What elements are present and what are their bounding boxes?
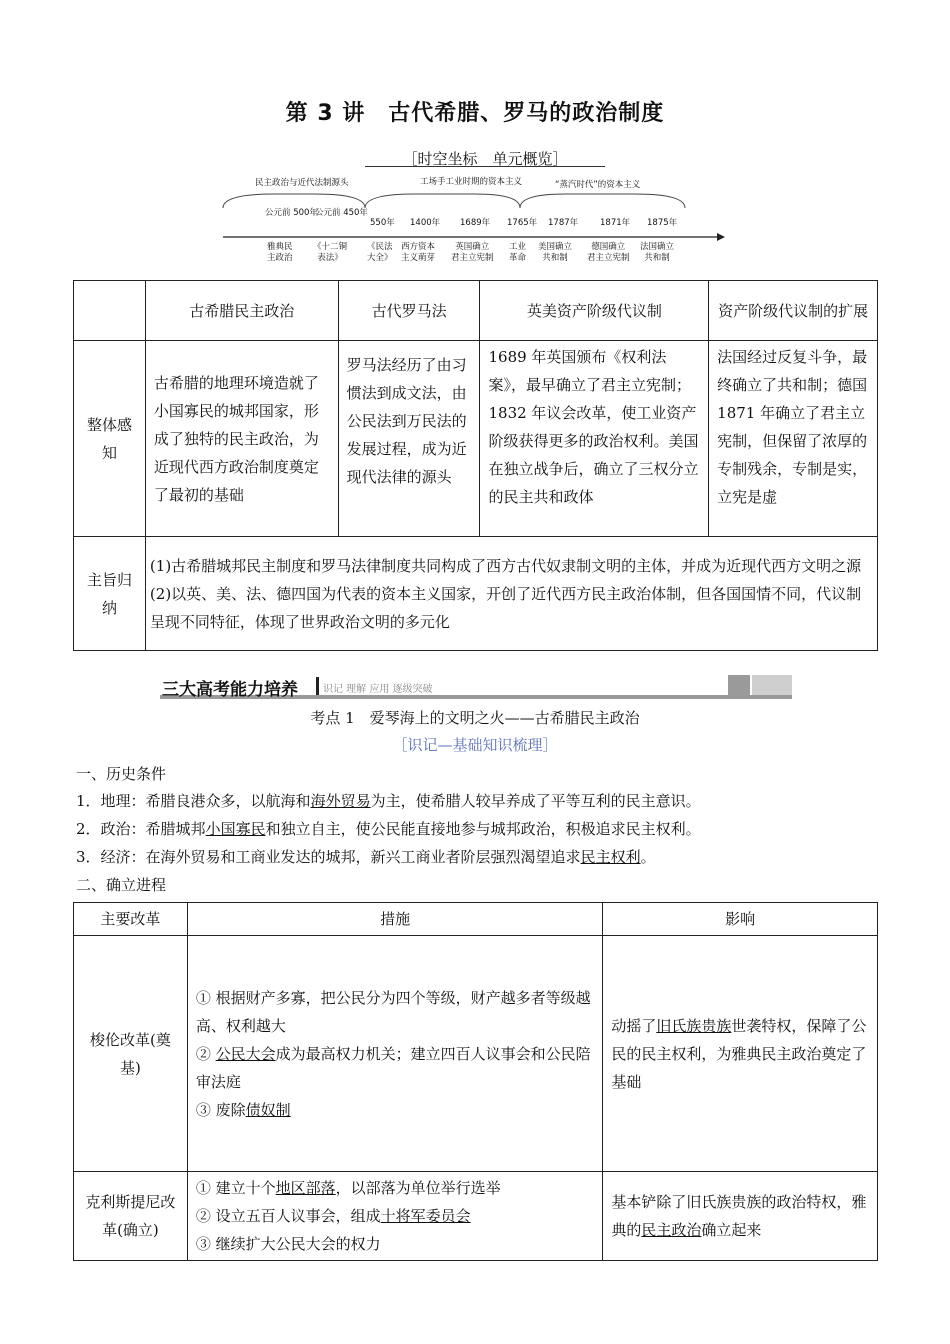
timeline-heading: ［时空坐标 单元概览］ xyxy=(402,150,568,168)
timeline-date-6: 1765年 xyxy=(507,218,538,228)
reform-cleisthenes-impact: 基本铲除了旧氏族贵族的政治特权，雅典的民主政治确立起来 xyxy=(603,1172,878,1261)
reform-header-impact: 影响 xyxy=(603,903,878,936)
item-number: 1． xyxy=(76,792,101,810)
item-text: 地理：希腊良港众多，以航海和 xyxy=(100,792,311,810)
reform-solon-impact: 动摇了旧氏族贵族世袭特权，保障了公民的民主权利，为雅典民主政治奠定了基础 xyxy=(603,936,878,1172)
timeline-event-1: 雅典民 主政治 xyxy=(267,242,293,263)
overview-header-extension: 资产阶级代议制的扩展 xyxy=(709,281,878,341)
key-term: 十将军委员会 xyxy=(380,1207,471,1225)
timeline-event-6: 工业 革命 xyxy=(509,242,527,263)
timeline-event-9: 法国确立 共和制 xyxy=(640,242,675,263)
row-label-overall: 整体感知 xyxy=(74,341,146,537)
measure-item: ② 设立五百人议事会，组成十将军委员会 xyxy=(195,1207,471,1225)
overview-header-empty xyxy=(74,281,146,341)
timeline-date-2: 公元前 450年 xyxy=(315,208,368,218)
item-text: 为主，使希腊人较早养成了平等互利的民主意识。 xyxy=(370,792,701,810)
part-heading-conditions: 一、历史条件 xyxy=(76,765,167,783)
reform-table xyxy=(73,902,878,1261)
overview-header-rome: 古代罗马法 xyxy=(338,281,480,341)
overview-cell-greece: 古希腊的地理环境造就了小国寡民的城邦国家，形成了独特的民主政治，为近现代西方政治制度奠定了最初的基础 xyxy=(145,341,338,537)
timeline-event-5: 英国确立 君主立宪制 xyxy=(451,242,494,263)
section-subheading: ［识记—基础知识梳理］ xyxy=(392,736,558,754)
row-label-summary: 主旨归纳 xyxy=(74,537,146,651)
timeline-date-4: 1400年 xyxy=(410,218,441,228)
reform-cleisthenes-label: 克利斯提尼改革(确立) xyxy=(74,1172,188,1261)
key-term: 民主政治 xyxy=(641,1221,702,1239)
item-text: 和独立自主，使公民能直接地参与城邦政治，积极追求民主权利。 xyxy=(265,820,701,838)
condition-item-2 xyxy=(76,818,701,840)
key-term: 小国寡民 xyxy=(205,820,266,838)
overview-cell-rome: 罗马法经历了由习惯法到成文法，由公民法到万民法的发展过程，成为近现代法律的源头 xyxy=(338,341,480,537)
timeline-event-3: 《民法 大全》 xyxy=(367,242,393,263)
summary-point-1: (1)古希腊城邦民主制度和罗马法律制度共同构成了西方古代奴隶制文明的主体，并成为近现代西方文明之源 xyxy=(149,556,862,575)
item-number: 2． xyxy=(76,820,101,838)
overview-table xyxy=(73,280,878,651)
timeline-event-7: 美国确立 共和制 xyxy=(538,242,573,263)
key-term: 债奴制 xyxy=(245,1100,291,1119)
reform-header-measures: 措施 xyxy=(187,903,602,936)
banner-divider xyxy=(316,677,319,695)
overview-header-anglo-american: 英美资产阶级代议制 xyxy=(480,281,709,341)
measure-item: ③ 废除债奴制 xyxy=(195,1100,291,1119)
item-number: 3． xyxy=(76,848,101,866)
overview-cell-anglo-american: 1689 年英国颁布《权利法案》，最早确立了君主立宪制；1832 年议会改革，使工业资产阶级获得更多的政治权利。美国在独立战争后，确立了三权分立的民主共和政体 xyxy=(480,341,709,537)
timeline-event-2: 《十二铜 表法》 xyxy=(313,242,348,263)
timeline-phase-2: 工场手工业时期的资本主义 xyxy=(420,177,523,187)
key-term: 公民大会 xyxy=(215,1044,276,1063)
measure-item: ② 公民大会成为最高权力机关；建立四百人议事会和公民陪审法庭 xyxy=(195,1044,591,1091)
timeline-date-7: 1787年 xyxy=(548,218,579,228)
measure-item: ① 根据财产多寡，把公民分为四个等级，财产越多者等级越高、权利越大 xyxy=(195,988,591,1035)
overview-header-greece: 古希腊民主政治 xyxy=(145,281,338,341)
summary-point-2: (2)以英、美、法、德四国为代表的资本主义国家，开创了近代西方民主政治体制，但各国国情不同，代议制呈现不同特征，体现了世界政治文明的多元化 xyxy=(149,584,862,631)
measure-item: ① 建立十个地区部落，以部落为单位举行选举 xyxy=(195,1179,501,1197)
timeline-date-9: 1875年 xyxy=(647,218,678,228)
banner-subtitle: 识记 理解 应用 逐级突破 xyxy=(323,684,433,695)
timeline-date-1: 公元前 500年 xyxy=(265,208,318,218)
timeline-date-8: 1871年 xyxy=(600,218,631,228)
key-term: 旧氏族贵族 xyxy=(656,1016,732,1035)
reform-solon-label: 梭伦改革(奠基) xyxy=(74,936,188,1172)
measure-item: ③ 继续扩大公民大会的权力 xyxy=(195,1235,381,1253)
timeline-phase-1: 民主政治与近代法制源头 xyxy=(255,178,349,188)
reform-header-reform: 主要改革 xyxy=(74,903,188,936)
timeline xyxy=(215,148,735,273)
section-heading: 考点 1 爱琴海上的文明之火——古希腊民主政治 xyxy=(310,709,640,727)
banner-block-dark xyxy=(728,675,750,695)
banner-block-light xyxy=(752,675,792,695)
timeline-phase-3: “蒸汽时代”的资本主义 xyxy=(555,180,641,190)
timeline-event-4: 西方资本 主义萌芽 xyxy=(401,242,436,263)
reform-solon-measures xyxy=(187,936,602,1172)
item-text: 政治：希腊城邦 xyxy=(100,820,206,838)
reform-cleisthenes-measures xyxy=(187,1172,602,1261)
section-banner xyxy=(160,675,792,699)
key-term: 海外贸易 xyxy=(310,792,371,810)
condition-item-1 xyxy=(76,790,701,812)
overview-cell-extension: 法国经过反复斗争，最终确立了共和制；德国 1871 年确立了君主立宪制，但保留了浓厚的专制残余，专制是实，立宪是虚 xyxy=(709,341,878,537)
timeline-event-8: 德国确立 君主立宪制 xyxy=(587,242,630,263)
timeline-heading-underline xyxy=(365,166,605,167)
key-term: 地区部落 xyxy=(275,1179,336,1197)
item-text: 经济：在海外贸易和工商业发达的城邦，新兴工商业者阶层强烈渴望追求 xyxy=(100,848,581,866)
timeline-date-5: 1689年 xyxy=(460,218,491,228)
page-title: 第 3 讲 古代希腊、罗马的政治制度 xyxy=(285,101,665,126)
banner-title: 三大高考能力培养 xyxy=(162,680,298,700)
timeline-date-3: 550年 xyxy=(370,218,395,228)
item-text: 。 xyxy=(640,848,656,866)
key-term: 民主权利 xyxy=(580,848,641,866)
condition-item-3 xyxy=(76,846,656,868)
part-heading-process: 二、确立进程 xyxy=(76,876,167,894)
